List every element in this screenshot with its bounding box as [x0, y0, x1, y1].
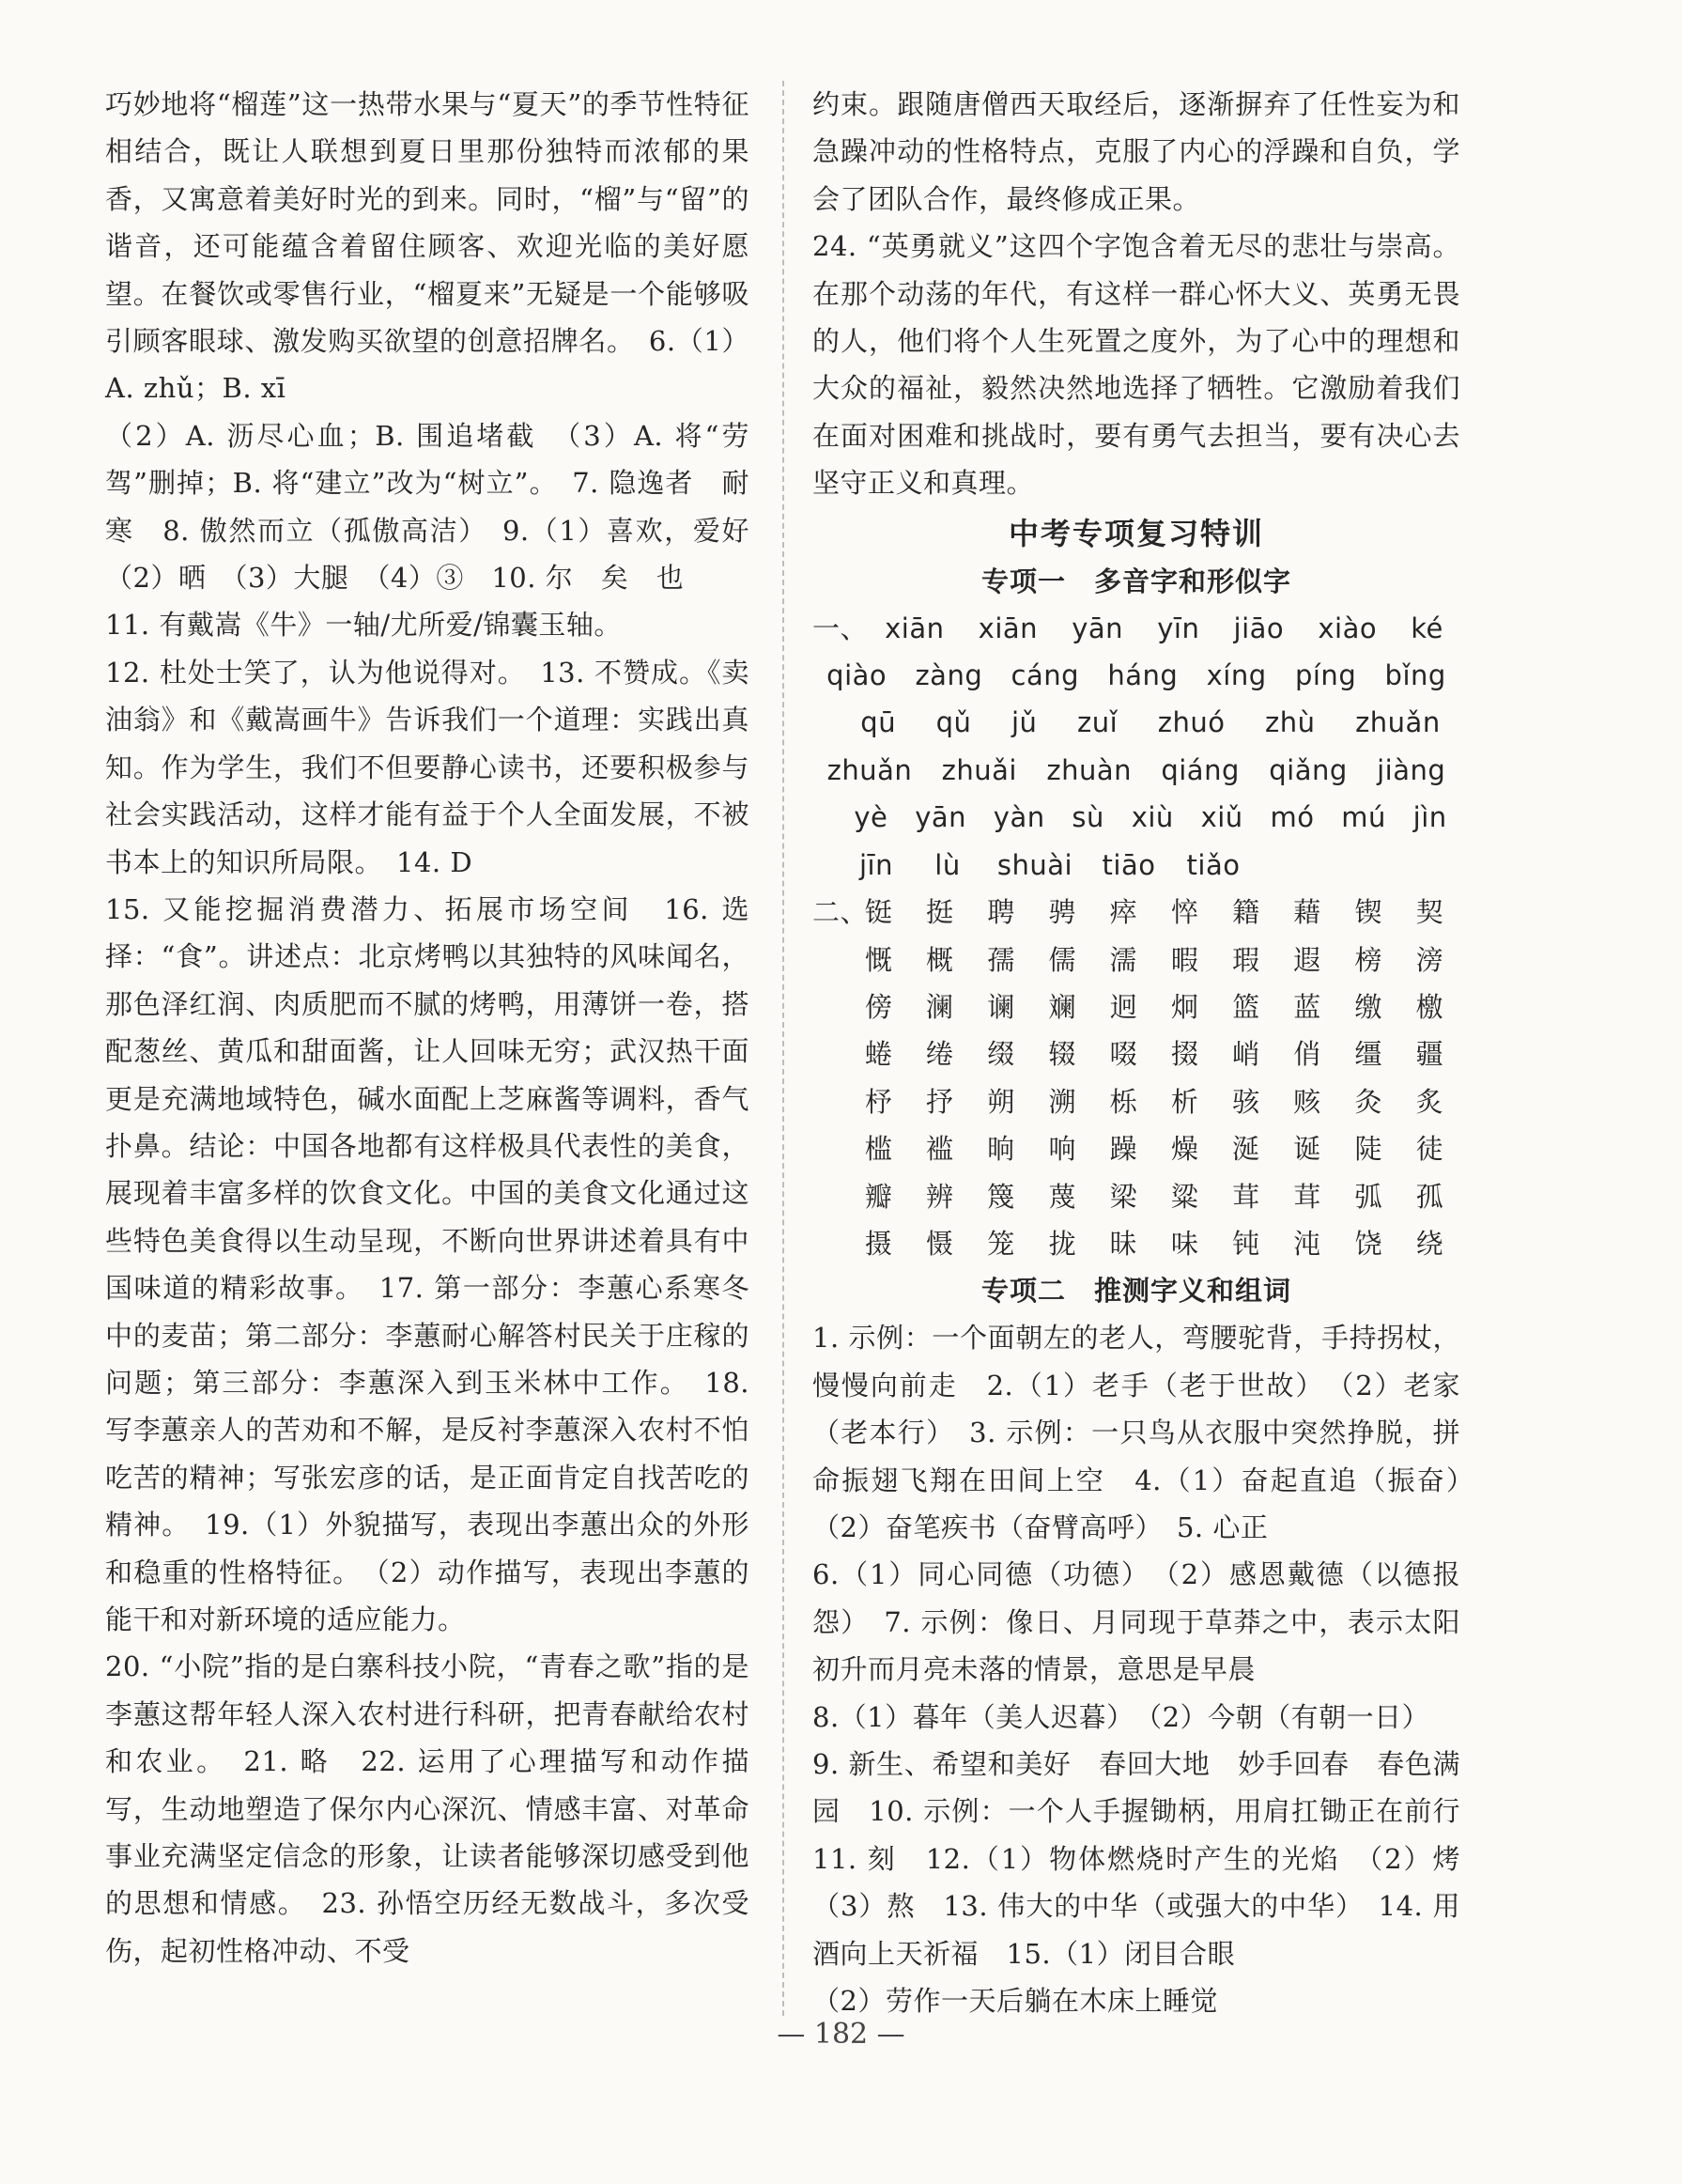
pinyin: mú — [1341, 801, 1386, 834]
pinyin-row — [812, 842, 1460, 889]
character: 茸 — [1232, 1180, 1260, 1213]
pinyin: jīn — [859, 848, 893, 881]
right-column — [812, 81, 1489, 2024]
char-indent — [812, 1030, 848, 1077]
pinyin: mó — [1270, 801, 1315, 834]
character: 躁 — [1109, 1133, 1138, 1166]
character: 析 — [1170, 1085, 1199, 1118]
character: 骇 — [1232, 1085, 1260, 1118]
pinyin: qiǎng — [1269, 753, 1348, 786]
pinyin-row — [812, 747, 1460, 794]
pinyin: zàng — [915, 659, 983, 692]
pinyin: zhuó — [1157, 706, 1226, 739]
char-row — [812, 937, 1460, 984]
pinyin: háng — [1107, 659, 1179, 692]
character: 缀 — [987, 1038, 1015, 1071]
character: 粱 — [1170, 1180, 1199, 1213]
page-number: — 182 — — [777, 2018, 905, 2051]
character: 缰 — [1354, 1038, 1382, 1071]
character: 啜 — [1109, 1038, 1138, 1071]
character: 绻 — [926, 1038, 954, 1071]
character: 篾 — [987, 1180, 1015, 1213]
topic2-para-0: 1. 示例：一个面朝左的老人，弯腰驼背，手持拐杖，慢慢向前走 2.（1）老手（老于世故） （2）老家（老本行） 3. 示例：一只鸟从衣服中突然挣脱，拼命振翅飞翔在田间上空 4.（1）奋起直追（振奋） （2）奋笔疾书（奋臂高呼） 5. 心正 — [812, 1322, 1489, 1543]
pinyin-row — [812, 699, 1460, 746]
pinyin: yān — [915, 801, 967, 834]
character: 褴 — [926, 1133, 954, 1166]
character: 篮 — [1232, 990, 1260, 1023]
pinyin: yān — [1072, 612, 1124, 644]
character: 谰 — [987, 990, 1015, 1023]
char-row — [812, 1078, 1460, 1125]
char-indent — [812, 1220, 848, 1267]
pinyin: jǔ — [1011, 706, 1038, 739]
pinyin-row — [812, 652, 1460, 699]
pinyin: xiān — [978, 612, 1039, 644]
topic2-para-4: （2）劳作一天后躺在木床上睡觉 — [812, 1985, 1218, 2018]
left-column — [105, 81, 749, 1975]
character: 绕 — [1415, 1227, 1444, 1260]
pinyin: ké — [1411, 612, 1443, 644]
char-row — [812, 1173, 1460, 1220]
pinyin: bǐng — [1384, 659, 1446, 692]
character: 杼 — [864, 1085, 893, 1118]
similar-characters-grid — [812, 889, 1460, 1267]
pinyin: yīn — [1157, 612, 1200, 644]
character: 响 — [1048, 1133, 1076, 1166]
character: 茸 — [1293, 1180, 1321, 1213]
left-para-3: 12. 杜处士笑了，认为他说得对。 13. 不赞成。《卖油翁》和《戴嵩画牛》告诉我们一个道理：实践出真知。作为学生，我们不但要静心读书，还要积极参与社会实践活动，这样才能有益于个人全面发展，不被书本上的知识所局限。 14. D — [105, 656, 749, 878]
character: 迥 — [1109, 990, 1138, 1023]
character: 蔑 — [1048, 1180, 1076, 1213]
character: 弧 — [1354, 1180, 1382, 1213]
pinyin: zhuǎn — [826, 753, 913, 786]
character: 檄 — [1415, 990, 1444, 1023]
character: 陡 — [1354, 1133, 1382, 1166]
left-para-0: 巧妙地将“榴莲”这一热带水果与“夏天”的季节性特征相结合，既让人联想到夏日里那份独特而浓郁的果香，又寓意着美好时光的到来。同时，“榴”与“留”的谐音，还可能蕴含着留住顾客、欢迎光临的美好愿望。在餐饮或零售行业，“榴夏来”无疑是一个能够吸引顾客眼球、激发购买欲望的创意招牌名。 6.（1）A. zhǔ；B. xī — [105, 88, 749, 405]
character: 孺 — [987, 943, 1015, 976]
character: 遐 — [1293, 943, 1321, 976]
char-indent — [812, 984, 848, 1030]
character: 梁 — [1109, 1180, 1138, 1213]
character: 徒 — [1415, 1133, 1444, 1166]
character: 涎 — [1232, 1133, 1260, 1166]
char-indent — [812, 937, 848, 984]
character: 斓 — [1048, 990, 1076, 1023]
character: 暇 — [1170, 943, 1199, 976]
character: 栎 — [1109, 1085, 1138, 1118]
pinyin: jìn — [1412, 801, 1447, 834]
pinyin: yàn — [993, 801, 1045, 834]
char-row — [812, 984, 1460, 1030]
pinyin: yè — [854, 801, 888, 834]
character: 悴 — [1170, 896, 1199, 929]
pinyin: qū — [860, 706, 897, 739]
character: 燥 — [1170, 1133, 1199, 1166]
pinyin: jiàng — [1377, 753, 1446, 786]
char-indent — [812, 1125, 848, 1172]
pinyin: zhuǎn — [1355, 706, 1441, 739]
left-para-2: 11. 有戴嵩《牛》一轴/尤所爱/锦囊玉轴。 — [105, 609, 622, 642]
character: 瘁 — [1109, 896, 1138, 929]
character: 儒 — [1048, 943, 1076, 976]
character: 滂 — [1415, 943, 1444, 976]
character: 晌 — [987, 1133, 1015, 1166]
character: 灸 — [1354, 1085, 1382, 1118]
pinyin: zhù — [1265, 706, 1316, 739]
character: 慨 — [864, 943, 893, 976]
character: 诞 — [1293, 1133, 1321, 1166]
pinyin: qiào — [826, 659, 887, 692]
character: 傍 — [864, 990, 893, 1023]
char-lead: 二、 — [812, 896, 869, 929]
pinyin: sù — [1072, 801, 1104, 834]
character: 概 — [926, 943, 954, 976]
pinyin: xiào — [1318, 612, 1378, 644]
character: 笼 — [987, 1227, 1015, 1260]
character: 味 — [1170, 1227, 1199, 1260]
character: 籍 — [1232, 896, 1260, 929]
character: 摄 — [864, 1227, 893, 1260]
character: 沌 — [1293, 1227, 1321, 1260]
character: 溯 — [1048, 1085, 1076, 1118]
pinyin: qiáng — [1161, 753, 1240, 786]
pinyin: zhuǎi — [941, 753, 1017, 786]
char-row — [812, 889, 1460, 936]
character: 辨 — [926, 1180, 954, 1213]
character: 瑕 — [1232, 943, 1260, 976]
pinyin: xiù — [1131, 801, 1174, 834]
pinyin: lù — [934, 848, 961, 881]
character: 炯 — [1170, 990, 1199, 1023]
character: 抒 — [926, 1085, 954, 1118]
character: 藉 — [1293, 896, 1321, 929]
pinyin: tiāo — [1102, 848, 1156, 881]
char-indent — [812, 1173, 848, 1220]
pinyin: cáng — [1011, 659, 1080, 692]
column-divider — [782, 81, 784, 2016]
character: 瓣 — [864, 1180, 893, 1213]
pinyin: zhuàn — [1046, 753, 1132, 786]
left-para-4: 15. 又能挖掘消费潜力、拓展市场空间 16. 选择：“食”。讲述点：北京烤鸭以其独特的风味闻名，那色泽红润、肉质肥而不腻的烤鸭，用薄饼一卷，搭配葱丝、黄瓜和甜面酱，让人回味无穷；武汉热干面更是充满地域特色，碱水面配上芝麻酱等调料，香气扑鼻。结论：中国各地都有这样极具代表性的美食，展现着丰富多样的饮食文化。中国的美食文化通过这些特色美食得以生动呈现，不断向世界讲述着具有中国味道的精彩故事。 17. 第一部分：李蕙心系寒冬中的麦苗；第二部分：李蕙耐心解答村民关于庄稼的问题；第三部分：李蕙深入到玉米林中工作。 18. 写李蕙亲人的苦劝和不解，是反衬李蕙深入农村不怕吃苦的精神；写张宏彦的话，是正面肯定自找苦吃的精神。 19.（1）外貌描写，表现出李蕙出众的外形和稳重的性格特征。 （2）动作描写，表现出李蕙的能干和对新环境的适应能力。 — [105, 892, 749, 1635]
character: 孤 — [1415, 1180, 1444, 1213]
char-row — [812, 1220, 1460, 1267]
pinyin-row — [812, 794, 1460, 841]
char-indent — [812, 1078, 848, 1125]
topic2-title: 专项二 推测字义和组词 — [980, 1275, 1291, 1308]
right-para-1: 24. “英勇就义”这四个字饱含着无尽的悲壮与崇高。在那个动荡的年代，有这样一群心怀大义、英勇无畏的人，他们将个人生死置之度外，为了心中的理想和大众的福祉，毅然决然地选择了牺牲。它激励着我们在面对困难和挑战时，要有勇气去担当，要有决心去坚守正义和真理。 — [812, 230, 1460, 500]
character: 契 — [1415, 896, 1444, 929]
right-para-0: 约束。跟随唐僧西天取经后，逐渐摒弃了任性妄为和急躁冲动的性格特点，克服了内心的浮躁和自负，学会了团队合作，最终修成正果。 — [812, 88, 1460, 215]
left-para-5: 20. “小院”指的是白寨科技小院，“青春之歌”指的是李蕙这帮年轻人深入农村进行科研，把青春献给农村和农业。 21. 略 22. 运用了心理描写和动作描写，生动地塑造了保尔内心深沉、情感丰富、对革命事业充满坚定信念的形象，让读者能够深切感受到他的思想和情感。 23. 孙悟空历经无数战斗，多次受伤，起初性格冲动、不受 — [105, 1650, 749, 1967]
character: 昧 — [1109, 1227, 1138, 1260]
character: 挺 — [926, 896, 954, 929]
character: 炙 — [1415, 1085, 1444, 1118]
pinyin: qǔ — [935, 706, 972, 739]
character: 钝 — [1232, 1227, 1260, 1260]
topic2-para-2: 8.（1）暮年（美人迟暮） （2）今朝（有朝一日） — [812, 1700, 1430, 1733]
pinyin-lead: 一、 — [812, 612, 869, 644]
character: 聘 — [987, 896, 1015, 929]
character: 榜 — [1354, 943, 1382, 976]
pinyin: xíng — [1206, 659, 1267, 692]
pinyin-answers — [812, 605, 1460, 889]
character: 俏 — [1293, 1038, 1321, 1071]
character: 慑 — [926, 1227, 954, 1260]
character: 缴 — [1354, 990, 1382, 1023]
character: 铤 — [864, 896, 893, 929]
pinyin: xiān — [885, 612, 945, 644]
topic2-para-1: 6.（1）同心同德（功德） （2）感恩戴德（以德报怨） 7. 示例：像日、月同现于草莽之中，表示太阳初升而月亮未落的情景，意思是早晨 — [812, 1558, 1460, 1686]
character: 峭 — [1232, 1038, 1260, 1071]
pinyin: zuǐ — [1077, 706, 1119, 739]
char-row — [812, 1030, 1460, 1077]
pinyin-row — [812, 605, 1460, 652]
character: 澜 — [926, 990, 954, 1023]
topic1-title: 专项一 多音字和形似字 — [980, 565, 1291, 597]
pinyin: píng — [1294, 659, 1357, 692]
character: 拢 — [1048, 1227, 1076, 1260]
char-row — [812, 1125, 1460, 1172]
pinyin: shuài — [996, 848, 1073, 881]
character: 疆 — [1415, 1038, 1444, 1071]
left-para-1: （2）A. 沥尽心血；B. 围追堵截 （3）A. 将“劳驾”删掉；B. 将“建立”改为“树立”。 7. 隐逸者 耐寒 8. 傲然而立（孤傲高洁） 9.（1）喜欢，爱好（2）晒 （3）大腿 （4）③ 10. 尔 矣 也 — [105, 419, 749, 595]
character: 饶 — [1354, 1227, 1382, 1260]
character: 辍 — [1048, 1038, 1076, 1071]
character: 濡 — [1109, 943, 1138, 976]
character: 掇 — [1170, 1038, 1199, 1071]
character: 朔 — [987, 1085, 1015, 1118]
pinyin: tiǎo — [1186, 848, 1241, 881]
pinyin: xiǔ — [1200, 801, 1243, 834]
character: 骋 — [1048, 896, 1076, 929]
pinyin: jiāo — [1233, 612, 1285, 644]
character: 蓝 — [1293, 990, 1321, 1023]
character: 锲 — [1354, 896, 1382, 929]
character: 槛 — [864, 1133, 893, 1166]
topic2-para-3: 9. 新生、希望和美好 春回大地 妙手回春 春色满园 10. 示例：一个人手握锄柄，用肩扛锄正在前行 11. 刻 12.（1）物体燃烧时产生的光焰 （2）烤 （3）熬 13. 伟大的中华（或强大的中华） 14. 用酒向上天祈福 15.（1）闭目合眼 — [812, 1748, 1489, 1970]
character: 赅 — [1293, 1085, 1321, 1118]
character: 蜷 — [864, 1038, 893, 1071]
section-title: 中考专项复习特训 — [1008, 515, 1264, 551]
